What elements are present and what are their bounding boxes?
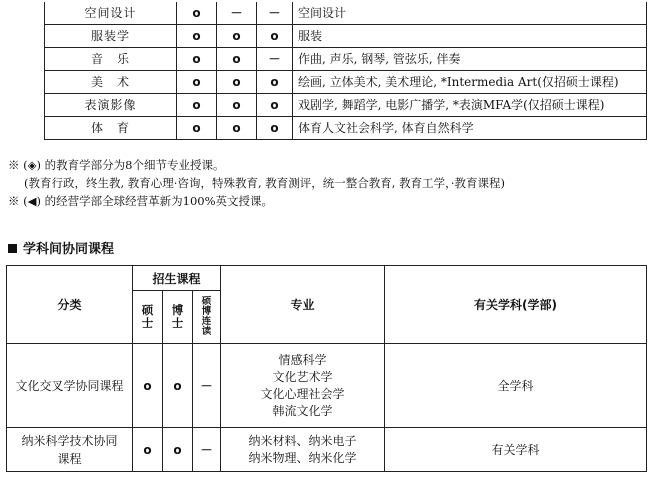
major-item: 文化艺术学: [272, 369, 333, 384]
combined-mark: －: [193, 344, 221, 428]
table-row: [45, 94, 647, 117]
table-row: [45, 2, 647, 25]
section-heading: [8, 238, 114, 257]
header-master-text: 硕士: [141, 303, 154, 330]
header-major: 专业: [221, 266, 385, 344]
combined-mark: －: [257, 48, 293, 71]
interdisciplinary-table: [6, 265, 647, 472]
header-doctor-text: 博士: [171, 303, 184, 330]
header-doctor: [163, 291, 193, 344]
header-combined: [193, 291, 221, 344]
program-majors: [221, 344, 385, 428]
department-fields: 空间设计: [293, 2, 647, 25]
table-row: [45, 117, 647, 140]
master-mark: o: [177, 25, 217, 48]
header-recruit: 招生课程: [133, 266, 221, 291]
header-related: 有关学科(学部): [385, 266, 647, 344]
table-row: [7, 344, 647, 428]
note-education-dept: ※ (◈) 的教育学部分为8个细节专业授课。: [8, 158, 225, 172]
combined-mark: o: [257, 25, 293, 48]
department-fields: 服装: [293, 25, 647, 48]
table-row: [7, 428, 647, 472]
program-related: 全学科: [385, 344, 647, 428]
doctor-mark: o: [217, 71, 257, 94]
combined-mark: －: [257, 2, 293, 25]
department-fields: 戏剧学, 舞蹈学, 电影广播学, *表演MFA学(仅招硕士课程): [293, 94, 647, 117]
department-name: 美 术: [45, 71, 177, 94]
doctor-mark: o: [217, 94, 257, 117]
department-name: 体 育: [45, 117, 177, 140]
master-mark: o: [133, 344, 163, 428]
department-name: 表演影像: [45, 94, 177, 117]
square-bullet-icon: [8, 244, 17, 253]
master-mark: o: [133, 428, 163, 472]
program-category: 纳米科学技术协同课程: [7, 428, 133, 472]
department-name: 服装学: [45, 25, 177, 48]
master-mark: o: [177, 71, 217, 94]
combined-mark: o: [257, 94, 293, 117]
program-category: 文化交叉学协同课程: [7, 344, 133, 428]
combined-mark: o: [257, 71, 293, 94]
header-row: [7, 266, 647, 291]
doctor-mark: －: [217, 2, 257, 25]
major-item: 文化心理社会学: [260, 386, 345, 401]
doctor-mark: o: [163, 428, 193, 472]
combined-mark: －: [193, 428, 221, 472]
department-fields: 作曲, 声乐, 钢琴, 管弦乐, 伴奏: [293, 48, 647, 71]
master-mark: o: [177, 94, 217, 117]
header-category: 分类: [7, 266, 133, 344]
header-combined-text: 硕博连读: [201, 296, 212, 337]
master-mark: o: [177, 2, 217, 25]
doctor-mark: o: [217, 25, 257, 48]
table-row: [45, 25, 647, 48]
master-mark: o: [177, 48, 217, 71]
note-education-fields: (教育行政，终生教, 教育心理·咨询，特殊教育, 教育测评，统一整合教育, 教育工学，·教育课程): [24, 176, 505, 190]
doctor-mark: o: [163, 344, 193, 428]
department-fields: 体育人文社会科学, 体育自然科学: [293, 117, 647, 140]
major-item: 纳米材料、纳米电子: [248, 433, 357, 448]
major-item: 韩流文化学: [272, 403, 333, 418]
master-mark: o: [177, 117, 217, 140]
major-item: 情感科学: [278, 352, 327, 367]
note-business-dept: ※ (◀) 的经营学部全球经营革新为100%英文授课。: [8, 194, 274, 208]
doctor-mark: o: [217, 117, 257, 140]
program-majors: [221, 428, 385, 472]
program-related: 有关学科: [385, 428, 647, 472]
department-name: 空间设计: [45, 2, 177, 25]
table-row: [45, 48, 647, 71]
department-fields: 绘画, 立体美术, 美术理论, *Intermedia Art(仅招硕士课程): [293, 71, 647, 94]
combined-mark: o: [257, 117, 293, 140]
major-item: 纳米物理、纳米化学: [248, 450, 357, 465]
header-master: [133, 291, 163, 344]
departments-table: [44, 2, 647, 140]
department-name: 音 乐: [45, 48, 177, 71]
table-row: [45, 71, 647, 94]
section-title: 学科间协同课程: [23, 242, 115, 257]
doctor-mark: o: [217, 48, 257, 71]
